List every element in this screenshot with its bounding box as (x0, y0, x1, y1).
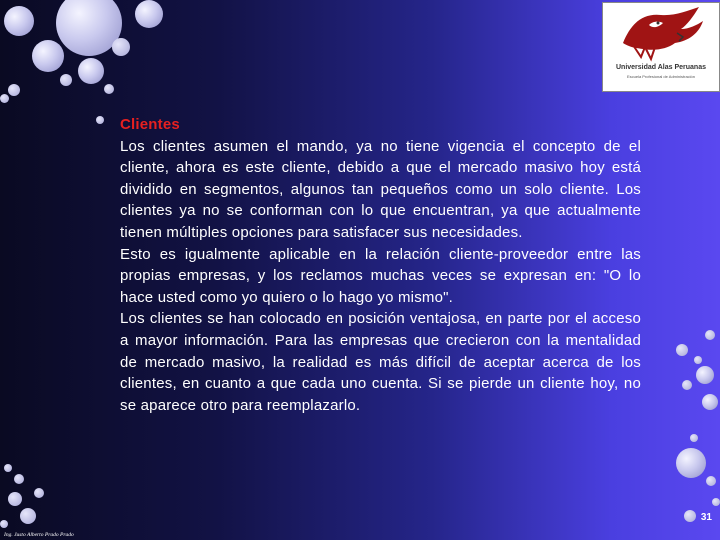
decorative-bubble (60, 74, 72, 86)
decorative-bubble (696, 366, 714, 384)
decorative-bubble (676, 344, 688, 356)
paragraph: Esto es igualmente aplicable en la relación cliente-proveedor entre las propias empresas, y los reclamos muchas veces se expresan en: "O lo hace usted como yo quiero o lo hago yo mismo". (120, 245, 641, 306)
slide-content (120, 114, 641, 416)
decorative-bubble (702, 394, 718, 410)
decorative-bubble (712, 498, 720, 506)
decorative-bubble (14, 474, 24, 484)
decorative-bubble (8, 492, 22, 506)
decorative-bubble (4, 464, 12, 472)
decorative-bubble (20, 508, 36, 524)
decorative-bubble (78, 58, 104, 84)
decorative-bubble (676, 448, 706, 478)
decorative-bubble (706, 476, 716, 486)
decorative-bubble (4, 6, 34, 36)
decorative-bubble (682, 380, 692, 390)
decorative-bubble (8, 84, 20, 96)
university-name: Universidad Alas Peruanas (615, 64, 706, 71)
university-logo (602, 2, 720, 92)
decorative-bubble (104, 84, 114, 94)
decorative-bubble (0, 94, 9, 103)
paragraph: Los clientes se han colocado en posición ventajosa, en parte por el acceso a mayor información. Para las empresas que crecieron con la mentalidad de mercado masivo, la realidad es más difícil de aceptar acerca de los clientes, en cuanto a que cada uno cuenta. Si se pierde un cliente hoy, no se aparece otro para reemplazarlo. (120, 310, 641, 414)
decorative-bubble (694, 356, 702, 364)
decorative-bubble (705, 330, 715, 340)
decorative-bubble (0, 520, 8, 528)
school-name: Escuela Profesional de Administración (626, 74, 696, 79)
decorative-bubble (690, 434, 698, 442)
paragraph: Los clientes asumen el mando, ya no tiene vigencia el concepto de el cliente, ahora es este cliente, debido a que el mercado masivo hoy está dividido en segmentos, algunos tan pequeños como un solo cliente. Los clientes ya no se conforman con lo que encuentran, ya que actualmente tienen múltiples opciones para satisfacer sus necesidades. (120, 137, 641, 241)
section-heading: Clientes (120, 116, 180, 133)
decorative-bubble (112, 38, 130, 56)
decorative-bubble (34, 488, 44, 498)
condor-emblem-icon (603, 3, 719, 65)
page-number: 31 (700, 512, 712, 523)
author-footer: Ing. Justo Alberto Prado Prado (4, 532, 74, 538)
decorative-bubble (135, 0, 163, 28)
decorative-bubble (32, 40, 64, 72)
decorative-bubble (96, 116, 104, 124)
